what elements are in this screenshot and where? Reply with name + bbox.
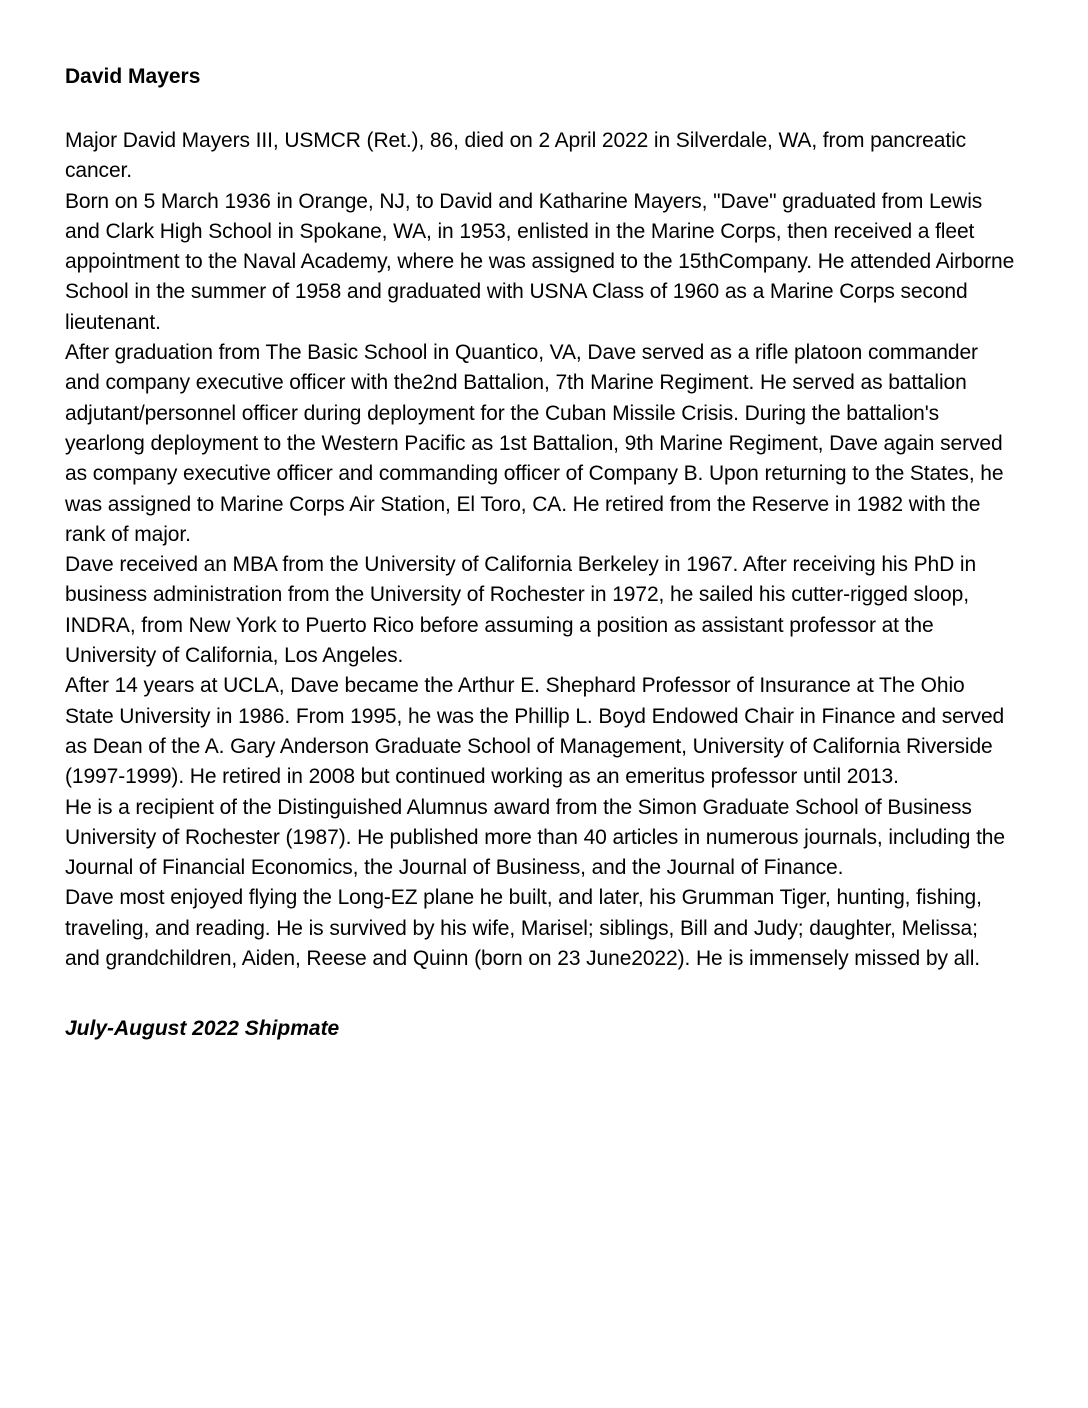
obituary-paragraph: Major David Mayers III, USMCR (Ret.), 86, died on 2 April 2022 in Silverdale, WA, from pancreatic cancer.	[65, 129, 967, 183]
source-citation: July-August 2022 Shipmate	[65, 1017, 340, 1041]
obituary-paragraph: Dave most enjoyed flying the Long-EZ plane he built, and later, his Grumman Tiger, hunting, fishing, traveling, and reading. He is survived by his wife, Marisel; siblings, Bill and Judy; daughter, Melissa; and grandchildren, Aiden, Reese and Quinn (born on 23 June2022). He is immensely missed by all.	[65, 886, 982, 971]
obituary-body	[65, 126, 1017, 974]
obituary-paragraph: Dave received an MBA from the University of California Berkeley in 1967. After receiving his PhD in business administration from the University of Rochester in 1972, he sailed his cutter-rigged sloop, INDRA, from New York to Puerto Rico before assuming a position as assistant professor at the University of California, Los Angeles.	[65, 553, 977, 668]
obituary-paragraph: After graduation from The Basic School in Quantico, VA, Dave served as a rifle platoon commander and company executive officer with the2nd Battalion, 7th Marine Regiment. He served as battalion adjutant/personnel officer during deployment for the Cuban Missile Crisis. During the battalion's yearlong deployment to the Western Pacific as 1st Battalion, 9th Marine Regiment, Dave again served as company executive officer and commanding officer of Company B. Upon returning to the States, he was assigned to Marine Corps Air Station, El Toro, CA. He retired from the Reserve in 1982 with the rank of major.	[65, 341, 1004, 546]
obituary-paragraph: He is a recipient of the Distinguished Alumnus award from the Simon Graduate School of Business University of Rochester (1987). He published more than 40 articles in numerous journals, including the Journal of Financial Economics, the Journal of Business, and the Journal of Finance.	[65, 795, 1005, 880]
obituary-paragraph: After 14 years at UCLA, Dave became the Arthur E. Shephard Professor of Insurance at The Ohio State University in 1986. From 1995, he was the Phillip L. Boyd Endowed Chair in Finance and served as Dean of the A. Gary Anderson Graduate School of Management, University of California Riverside (1997-1999). He retired in 2008 but continued working as an emeritus professor until 2013.	[65, 674, 1005, 789]
obituary-paragraph: Born on 5 March 1936 in Orange, NJ, to David and Katharine Mayers, "Dave" graduated from Lewis and Clark High School in Spokane, WA, in 1953, enlisted in the Marine Corps, then received a fleet appointment to the Naval Academy, where he was assigned to the 15thCompany. He attended Airborne School in the summer of 1958 and graduated with USNA Class of 1960 as a Marine Corps second lieutenant.	[65, 189, 1015, 334]
obituary-title: David Mayers	[65, 65, 201, 88]
